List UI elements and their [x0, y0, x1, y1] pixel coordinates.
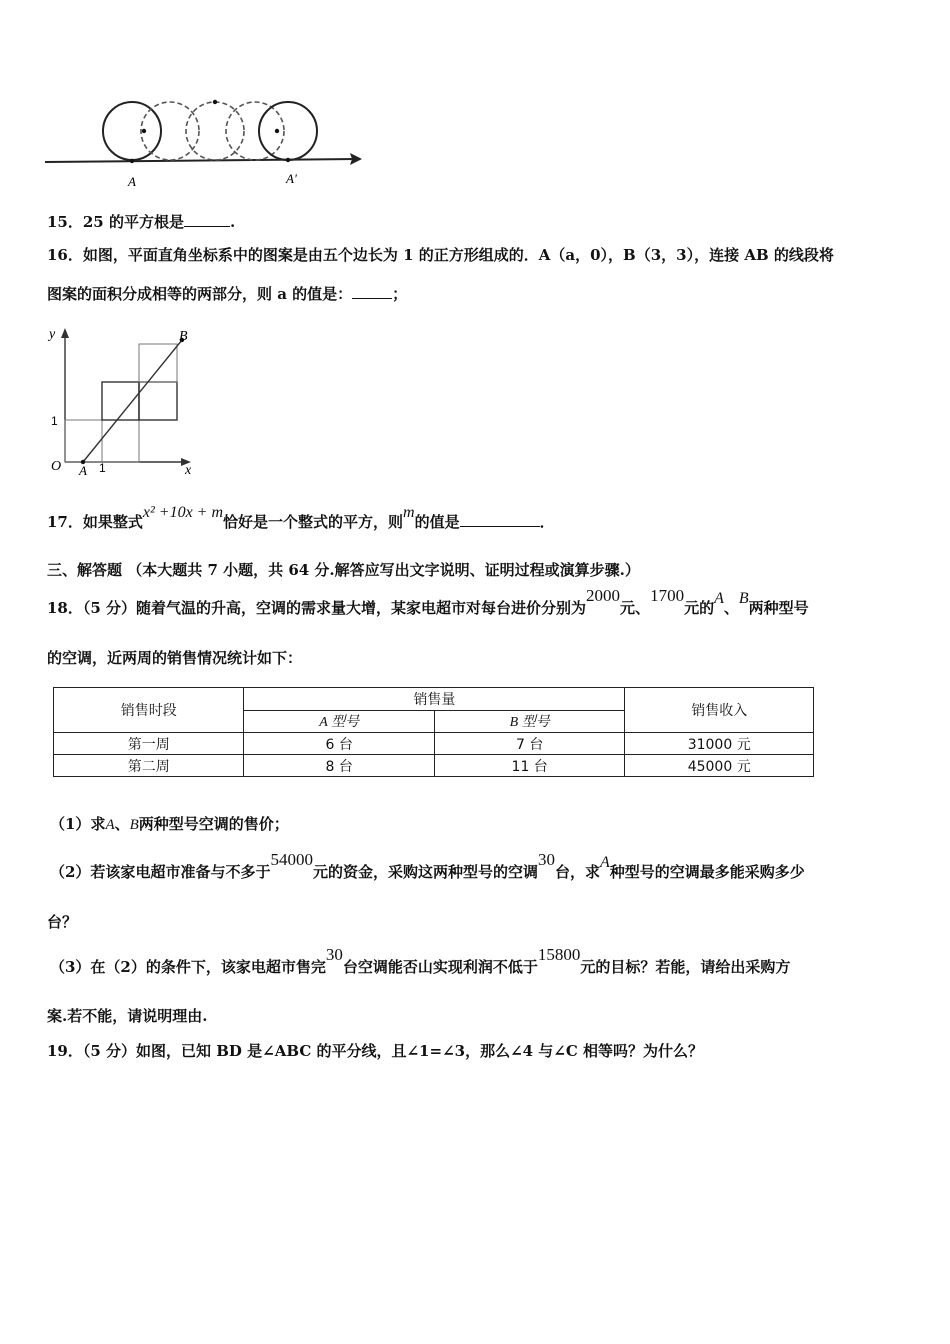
label-1-y: 1	[51, 414, 58, 428]
label-x: x	[185, 463, 192, 478]
sales-table	[53, 687, 814, 777]
grid-square	[139, 344, 177, 382]
header-revenue: 销售收入	[625, 688, 814, 733]
question-18-part3-line2: 案.若不能，请说明理由.	[47, 1007, 208, 1025]
header-volume: 销售量	[244, 688, 625, 711]
rolling-circles-figure	[40, 95, 375, 195]
label-a: A	[128, 174, 136, 189]
question-18-part2-line2: 台？	[47, 913, 78, 931]
y-arrow	[61, 328, 69, 338]
circle-start	[103, 102, 161, 160]
grid-square	[102, 382, 139, 420]
header-period: 销售时段	[54, 688, 244, 733]
table-row: 第一周 6 台 7 台 31000 元	[54, 733, 814, 755]
label-b: B	[179, 329, 188, 344]
expression: x² +10x + m	[142, 504, 224, 521]
question-18-part1: （1）求A、B两种型号空调的售价；	[50, 815, 289, 833]
header-type-b: B 型号	[434, 710, 624, 733]
label-y: y	[49, 327, 56, 342]
grid-square	[139, 382, 177, 420]
question-16-line2: 图案的面积分成相等的两部分，则 a 的值是： ；	[47, 285, 408, 303]
question-18-part2-line1: （2）若该家电超市准备与不多于54000元的资金，采购这两种型号的空调30台，求A种型号的空调最多能采购多少	[50, 850, 805, 881]
circle-end	[259, 102, 317, 160]
segment-ab	[83, 340, 182, 462]
label-o: O	[51, 459, 62, 474]
label-1-x: 1	[99, 461, 106, 475]
point-a	[130, 159, 134, 163]
header-type-a: A 型号	[244, 710, 434, 733]
question-18-part3-line1: （3）在（2）的条件下，该家电超市售完30台空调能否山实现利润不低于15800元的目标？若能，请给出采购方	[50, 945, 791, 976]
question-18-line2: 的空调，近两周的销售情况统计如下：	[47, 649, 303, 667]
table-row: 第二周 8 台 11 台 45000 元	[54, 755, 814, 777]
ground-arrow	[45, 159, 358, 162]
circle-dashed-1	[141, 102, 199, 160]
section-heading: 三、解答题 （本大题共 7 小题，共 64 分.解答应写出文字说明、证明过程或演算步骤.）	[47, 561, 640, 579]
question-19: 19．（5 分）如图，已知 BD 是∠ABC 的平分线，且∠1=∠3，那么∠4 与∠C 相等吗？为什么？	[47, 1042, 704, 1060]
point-a2	[286, 158, 290, 162]
point	[275, 129, 279, 133]
question-18-line1: 18．（5 分）随着气温的升高，空调的需求量大增，某家电超市对每台进价分别为2000元、1700元的A、B两种型号	[47, 586, 809, 617]
coordinate-figure	[45, 322, 205, 482]
question-17: 17．如果整式x² +10x + m恰好是一个整式的平方，则m的值是 ．	[47, 504, 555, 531]
question-15: 15．25 的平方根是 .	[47, 213, 236, 231]
point	[142, 129, 146, 133]
variable-m: m	[403, 504, 415, 521]
grid-square	[102, 420, 139, 462]
label-a-prime: A'	[286, 171, 297, 186]
point	[213, 100, 217, 104]
grid-square	[65, 420, 102, 462]
label-a: A	[79, 463, 87, 478]
question-16-line1: 16．如图，平面直角坐标系中的图案是由五个边长为 1 的正方形组成的．A（a，0），B（3，3），连接 AB 的线段将	[47, 246, 834, 264]
